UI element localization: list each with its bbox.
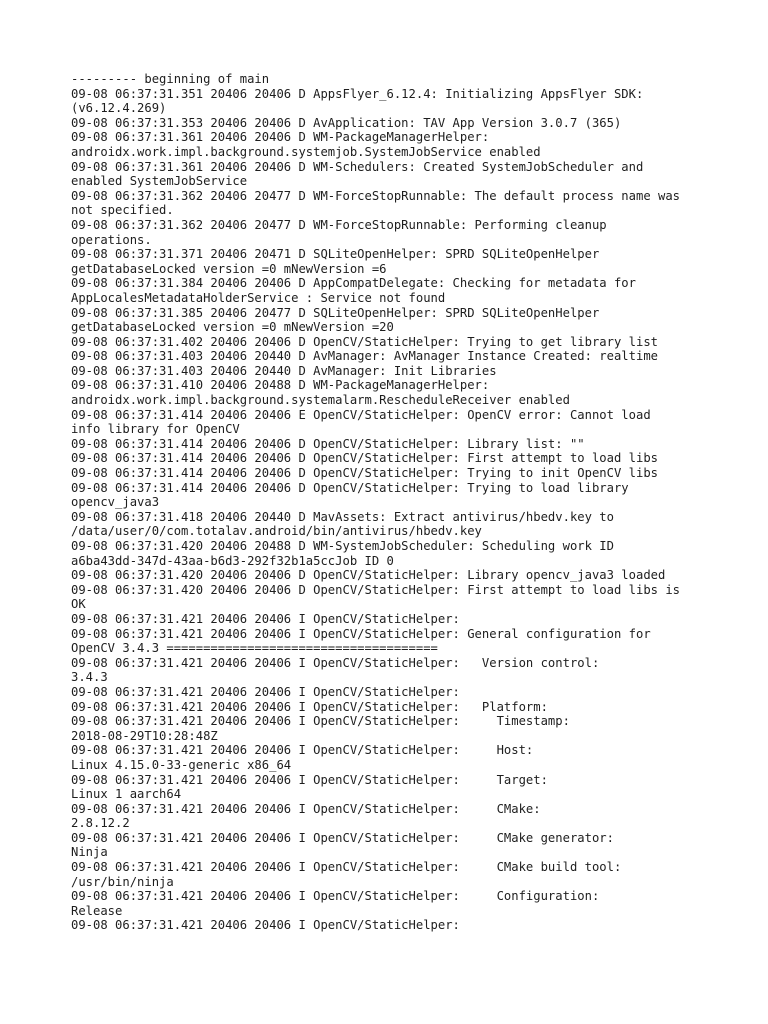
log-line: enabled SystemJobService (71, 174, 248, 189)
log-line: 09-08 06:37:31.371 20406 20471 D SQLiteOpenHelper: SPRD SQLiteOpenHelper (71, 247, 600, 262)
log-line: OK (71, 597, 86, 612)
log-line: androidx.work.impl.background.systemjob.SystemJobService enabled (71, 144, 541, 159)
log-line: opencv_java3 (71, 495, 160, 510)
log-line: getDatabaseLocked version =0 mNewVersion =6 (71, 261, 387, 276)
log-line: 2018-08-29T10:28:48Z (71, 728, 218, 743)
log-line: 3.4.3 (71, 670, 108, 685)
log-line: 09-08 06:37:31.418 20406 20440 D MavAssets: Extract antivirus/hbedv.key to (71, 509, 614, 524)
log-line: /data/user/0/com.totalav.android/bin/antivirus/hbedv.key (71, 524, 482, 539)
log-line: 09-08 06:37:31.362 20406 20477 D WM-ForceStopRunnable: Performing cleanup (71, 217, 607, 232)
log-line: 09-08 06:37:31.385 20406 20477 D SQLiteOpenHelper: SPRD SQLiteOpenHelper (71, 305, 600, 320)
log-line: not specified. (71, 203, 174, 218)
log-line: Linux 4.15.0-33-generic x86_64 (71, 757, 292, 772)
log-line: 09-08 06:37:31.414 20406 20406 D OpenCV/StaticHelper: Trying to load library (71, 480, 629, 495)
log-line: 09-08 06:37:31.361 20406 20406 D WM-Schedulers: Created SystemJobScheduler and (71, 159, 644, 174)
log-line: operations. (71, 232, 152, 247)
log-line: 09-08 06:37:31.420 20406 20406 D OpenCV/StaticHelper: First attempt to load libs is (71, 582, 681, 597)
log-line: 09-08 06:37:31.421 20406 20406 I OpenCV/StaticHelper: (71, 684, 460, 699)
log-line: 09-08 06:37:31.420 20406 20488 D WM-SystemJobScheduler: Scheduling work ID (71, 539, 614, 553)
log-line: getDatabaseLocked version =0 mNewVersion =20 (71, 320, 394, 335)
log-line: Linux 1 aarch64 (71, 787, 182, 802)
log-line: --------- beginning of main (71, 72, 270, 86)
log-line: 09-08 06:37:31.421 20406 20406 I OpenCV/StaticHelper: (71, 918, 460, 933)
log-line: 09-08 06:37:31.421 20406 20406 I OpenCV/StaticHelper: Timestamp: (71, 714, 570, 729)
log-line: /usr/bin/ninja (71, 874, 174, 889)
log-line: 09-08 06:37:31.421 20406 20406 I OpenCV/StaticHelper: Target: (71, 772, 548, 787)
log-line: Release (71, 903, 123, 918)
log-line: 09-08 06:37:31.421 20406 20406 I OpenCV/StaticHelper: Platform: (71, 699, 548, 714)
log-line: 09-08 06:37:31.414 20406 20406 D OpenCV/StaticHelper: First attempt to load libs (71, 451, 658, 466)
log-line: 09-08 06:37:31.403 20406 20440 D AvManager: Init Libraries (71, 363, 497, 378)
log-line: 09-08 06:37:31.414 20406 20406 D OpenCV/StaticHelper: Library list: "" (71, 436, 585, 451)
log-line: AppLocalesMetadataHolderService : Service not found (71, 290, 446, 305)
log-line: 09-08 06:37:31.421 20406 20406 I OpenCV/StaticHelper: CMake build tool: (71, 860, 622, 875)
log-line: 09-08 06:37:31.361 20406 20406 D WM-PackageManagerHelper: (71, 130, 490, 145)
log-line: 09-08 06:37:31.421 20406 20406 I OpenCV/StaticHelper: CMake generator: (71, 830, 614, 845)
log-line: 09-08 06:37:31.421 20406 20406 I OpenCV/StaticHelper: CMake: (71, 801, 541, 816)
log-line: OpenCV 3.4.3 ===================================== (71, 641, 438, 656)
log-line: 09-08 06:37:31.421 20406 20406 I OpenCV/StaticHelper: Host: (71, 743, 534, 758)
log-line: 09-08 06:37:31.351 20406 20406 D AppsFlyer_6.12.4: Initializing AppsFlyer SDK: (71, 86, 644, 101)
log-line: 09-08 06:37:31.353 20406 20406 D AvApplication: TAV App Version 3.0.7 (365) (71, 115, 622, 130)
log-line: 09-08 06:37:31.384 20406 20406 D AppCompatDelegate: Checking for metadata for (71, 276, 636, 291)
log-line: 2.8.12.2 (71, 816, 130, 831)
log-line: 09-08 06:37:31.402 20406 20406 D OpenCV/StaticHelper: Trying to get library list (71, 334, 658, 349)
log-line: 09-08 06:37:31.420 20406 20406 D OpenCV/StaticHelper: Library opencv_java3 loaded (71, 568, 666, 583)
log-line: androidx.work.impl.background.systemalarm.RescheduleReceiver enabled (71, 393, 570, 408)
log-line: 09-08 06:37:31.414 20406 20406 E OpenCV/StaticHelper: OpenCV error: Cannot load (71, 407, 651, 422)
log-line: 09-08 06:37:31.421 20406 20406 I OpenCV/StaticHelper: General configuration for (71, 626, 651, 641)
log-line: a6ba43dd-347d-43aa-b6d3-292f32b1a5ccJob ID 0 (71, 553, 394, 568)
log-line: 09-08 06:37:31.362 20406 20477 D WM-ForceStopRunnable: The default process name was (71, 188, 681, 203)
log-line: 09-08 06:37:31.421 20406 20406 I OpenCV/StaticHelper: Version control: (71, 655, 600, 670)
log-line: 09-08 06:37:31.421 20406 20406 I OpenCV/StaticHelper: Configuration: (71, 889, 600, 904)
log-line: 09-08 06:37:31.410 20406 20488 D WM-PackageManagerHelper: (71, 378, 490, 393)
log-line: 09-08 06:37:31.421 20406 20406 I OpenCV/StaticHelper: (71, 611, 460, 626)
log-line: Ninja (71, 845, 108, 860)
logcat-output (71, 72, 731, 933)
log-line: 09-08 06:37:31.403 20406 20440 D AvManager: AvManager Instance Created: realtime (71, 349, 658, 364)
log-line: info library for OpenCV (71, 422, 240, 437)
log-line: 09-08 06:37:31.414 20406 20406 D OpenCV/StaticHelper: Trying to init OpenCV libs (71, 466, 658, 481)
log-line: (v6.12.4.269) (71, 101, 167, 116)
